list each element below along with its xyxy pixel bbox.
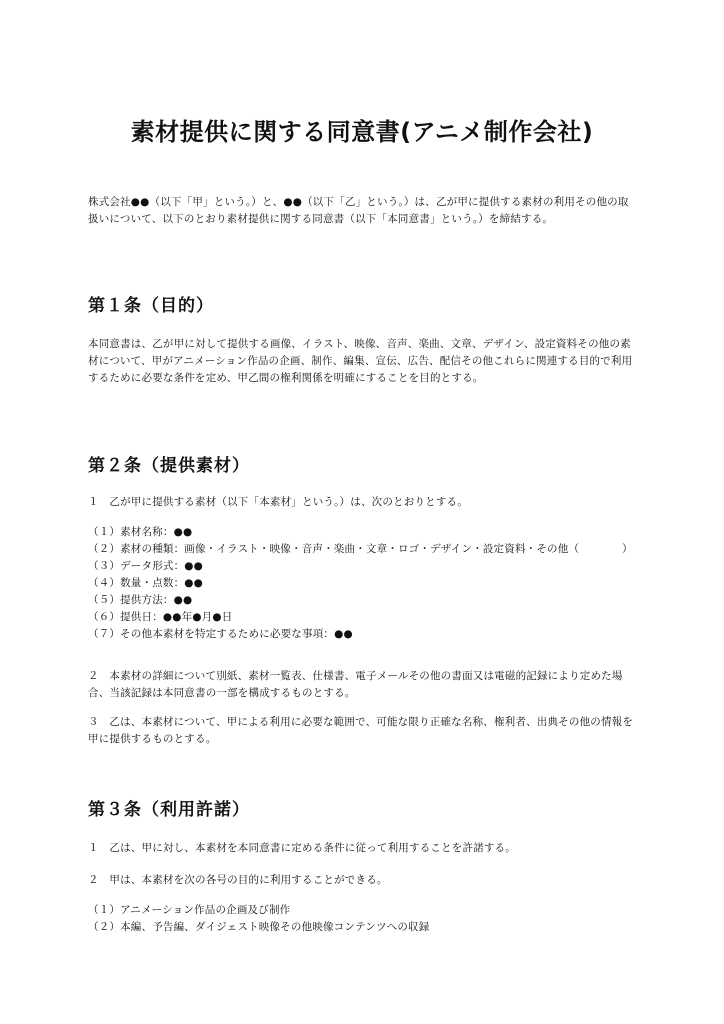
- article-1-body: 本同意書は、乙が甲に対して提供する画像、イラスト、映像、音声、楽曲、文章、デザイン、設定資料その他の素材について、甲がアニメーション作品の企画、制作、編集、宣伝、広告、配信その他これらに関連する目的で利用するために必要な条件を定め、甲乙間の権利関係を明確にすることを目的とする。: [88, 338, 633, 384]
- list-item: （３）データ形式：●●: [88, 560, 204, 572]
- list-item: （１）アニメーション作品の企画及び制作: [88, 904, 291, 916]
- list-item: （６）提供日：●●年●月●日: [88, 611, 233, 623]
- article-1-heading: 第１条（目的）: [88, 296, 214, 316]
- list-item: （２）素材の種類：画像・イラスト・映像・音声・楽曲・文章・ロゴ・デザイン・設定資料・その他（ ）: [88, 543, 633, 555]
- article-2-clause-2: ２ 本素材の詳細について別紙、素材一覧表、仕様書、電子メールその他の書面又は電磁的記録により定めた場合、当該記録は本同意書の一部を構成するものとする。: [88, 670, 623, 699]
- article-3-heading: 第３条（利用許諾）: [88, 800, 250, 820]
- document-title: 素材提供に関する同意書(アニメ制作会社): [130, 118, 594, 146]
- article-2-item-list: [88, 524, 638, 643]
- article-3-clause-1: １ 乙は、甲に対し、本素材を本同意書に定める条件に従って利用することを許諾する。: [88, 842, 516, 854]
- article-2-clause-1: １ 乙が甲に提供する素材（以下「本素材」という。）は、次のとおりとする。: [88, 496, 468, 508]
- article-2-heading: 第２条（提供素材）: [88, 456, 250, 476]
- list-item: （５）提供方法：●●: [88, 594, 193, 606]
- list-item: （４）数量・点数：●●: [88, 577, 204, 589]
- article-2-clause-3: ３ 乙は、本素材について、甲による利用に必要な範囲で、可能な限り正確な名称、権利者、出典その他の情報を甲に提供するものとする。: [88, 716, 634, 745]
- list-item: （７）その他本素材を特定するために必要な事項：●●: [88, 628, 353, 640]
- preamble-paragraph: 株式会社●●（以下「甲」という。）と、●●（以下「乙」という。）は、乙が甲に提供する素材の利用その他の取扱いについて、以下のとおり素材提供に関する同意書（以下「本同意書」という。）を締結する。: [88, 196, 629, 225]
- list-item: （２）本編、予告編、ダイジェスト映像その他映像コンテンツへの収録: [88, 921, 430, 933]
- list-item: （１）素材名称：●●: [88, 526, 193, 538]
- article-3-clause-2: ２ 甲は、本素材を次の各号の目的に利用することができる。: [88, 874, 388, 886]
- article-3-item-list: [88, 902, 648, 936]
